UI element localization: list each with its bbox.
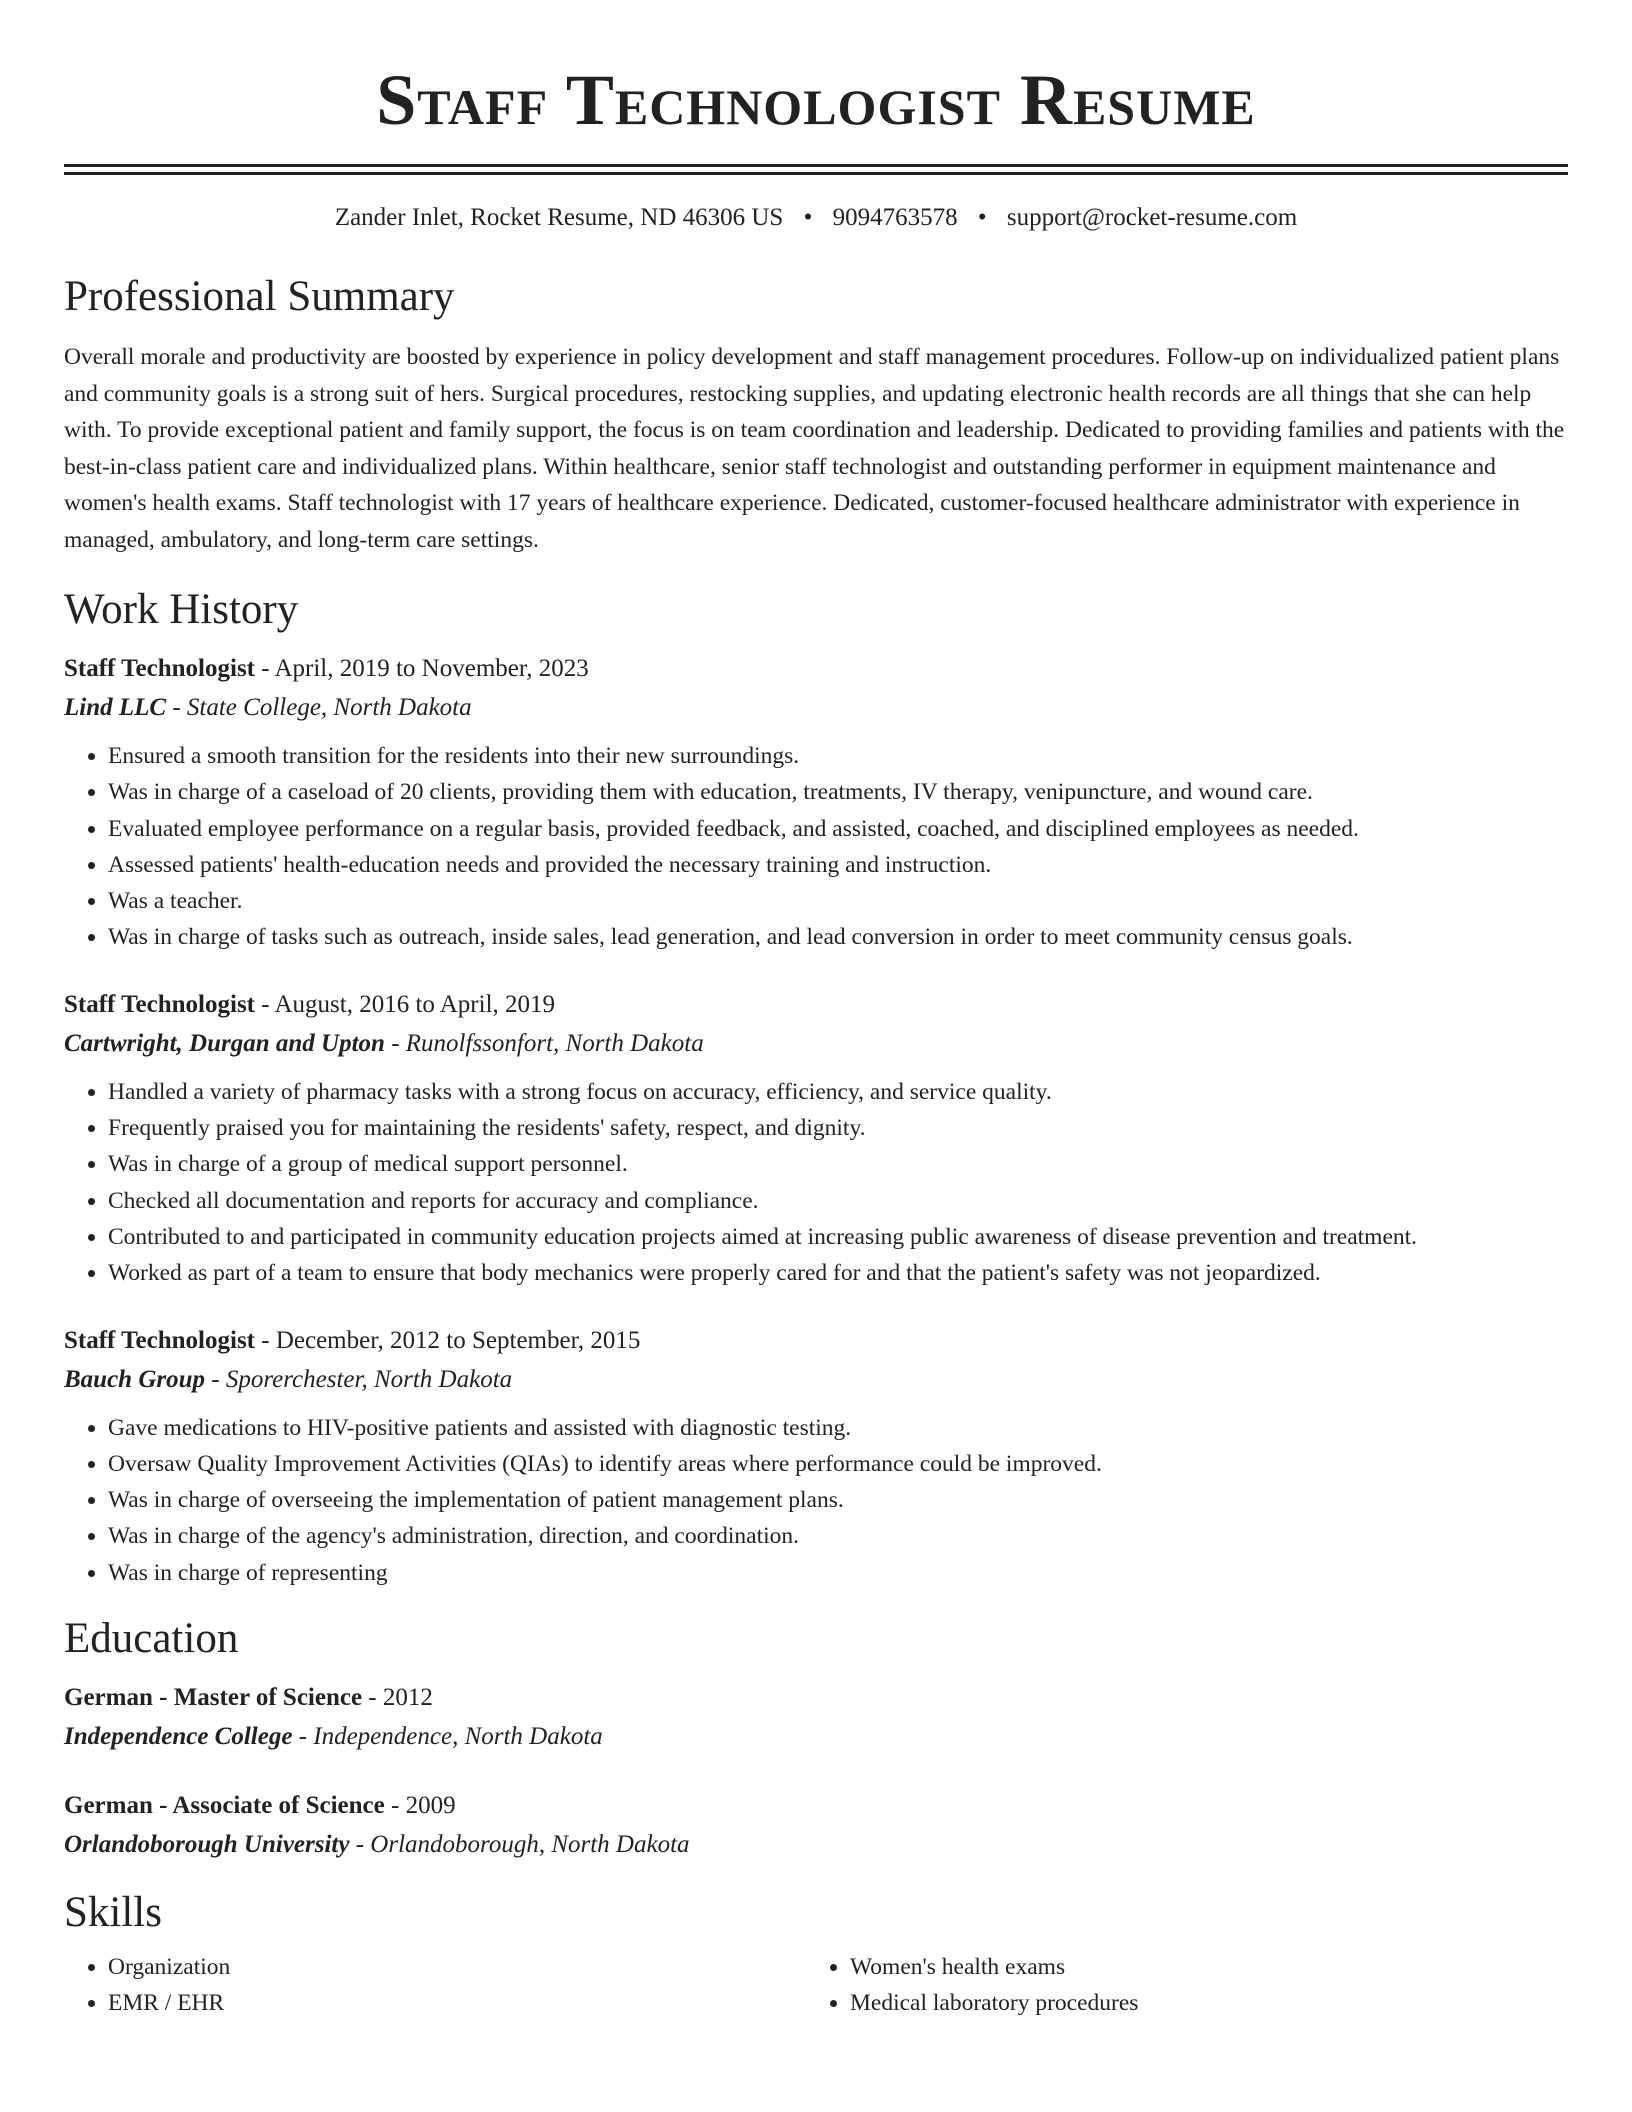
skill-item: • Women's health exams (850, 1949, 1548, 1985)
job-company-line (64, 688, 1568, 728)
skills-column-right (806, 1949, 1548, 2022)
job-duty: • Oversaw Quality Improvement Activities (QIAs) to identify areas where performance could be improved. (108, 1446, 1568, 1482)
skill-item: • Organization (108, 1949, 806, 1985)
school-name: Independence College (64, 1723, 293, 1751)
graduation-year: - 2009 (384, 1792, 456, 1820)
skills-heading: Skills (64, 1889, 162, 1937)
job-duty: • Contributed to and participated in community education projects aimed at increasing public awareness of disease prevention and treatment. (108, 1219, 1568, 1255)
school-line (64, 1717, 1568, 1757)
job-location: - Sporerchester, North Dakota (205, 1365, 513, 1393)
skill-item: • EMR / EHR (108, 1985, 806, 2021)
job-company: Bauch Group (64, 1365, 206, 1393)
job-location: - Runolfssonfort, North Dakota (384, 1029, 704, 1057)
job-duty: • Ensured a smooth transition for the residents into their new surroundings. (108, 738, 1568, 774)
contact-phone: 9094763578 (832, 204, 958, 231)
job-entry (64, 986, 1568, 1292)
job-title: Staff Technologist (64, 990, 256, 1018)
job-duty: • Was in charge of a caseload of 20 clients, providing them with education, treatments, IV therapy, venipuncture, and wound care. (108, 774, 1568, 810)
skills-column-left (64, 1949, 806, 2022)
job-entry (64, 1322, 1568, 1591)
job-duty: • Was in charge of the agency's administration, direction, and coordination. (108, 1518, 1568, 1554)
job-company-line (64, 1024, 1568, 1064)
job-dates: - August, 2016 to April, 2019 (255, 990, 556, 1018)
resume-title: Staff Technologist Resume (376, 60, 1256, 140)
school-location: - Orlandoborough, North Dakota (349, 1831, 690, 1859)
job-duty: • Was a teacher. (108, 883, 1568, 919)
job-duty: • Frequently praised you for maintaining the residents' safety, respect, and dignity. (108, 1110, 1568, 1146)
graduation-year: - 2012 (362, 1684, 433, 1712)
work-history-heading: Work History (64, 586, 299, 633)
job-duties-list (64, 738, 1568, 956)
contact-line (64, 201, 1568, 235)
job-company: Lind LLC (64, 694, 167, 721)
contact-email: support@rocket-resume.com (1006, 204, 1298, 231)
education-entry (64, 1787, 1568, 1865)
job-location: - State College, North Dakota (166, 694, 472, 721)
skill-item: • Medical laboratory procedures (850, 1985, 1548, 2021)
contact-address: Zander Inlet, Rocket Resume, ND 46306 US (334, 204, 784, 231)
job-entry (64, 650, 1568, 956)
job-duty: • Worked as part of a team to ensure that body mechanics were properly cared for and that the patient's safety was not jeopardized. (108, 1255, 1568, 1291)
job-duty: • Was in charge of a group of medical support personnel. (108, 1146, 1568, 1182)
job-duties-list (64, 1410, 1568, 1591)
job-title-line (64, 1322, 1568, 1360)
job-duty: • Checked all documentation and reports for accuracy and compliance. (108, 1183, 1568, 1219)
job-duty: • Was in charge of overseeing the implementation of patient management plans. (108, 1482, 1568, 1518)
school-location: - Independence, North Dakota (292, 1723, 603, 1751)
job-duty: • Gave medications to HIV-positive patients and assisted with diagnostic testing. (108, 1410, 1568, 1446)
job-title-line (64, 986, 1568, 1024)
job-duty: • Was in charge of representing (108, 1555, 1568, 1591)
degree-line (64, 1679, 1568, 1717)
job-duties-list (64, 1074, 1568, 1292)
job-title: Staff Technologist (64, 1326, 256, 1354)
school-line (64, 1825, 1568, 1865)
summary-heading: Professional Summary (64, 273, 455, 320)
degree-line (64, 1787, 1568, 1825)
job-duty: • Assessed patients' health-education needs and provided the necessary training and instruction. (108, 847, 1568, 883)
contact-separator: • (803, 204, 813, 231)
degree: German - Master of Science (64, 1684, 363, 1712)
title-double-rule (64, 164, 1568, 175)
job-duty: • Evaluated employee performance on a regular basis, provided feedback, and assisted, coached, and disciplined employees as needed. (108, 811, 1568, 847)
summary-text: Overall morale and productivity are boosted by experience in policy development and staff management procedures. Follow-up on individualized patient plans and community goals is a strong suit of hers. Surgical procedures, restocking supplies, and updating electronic health records are all things that she can help with. To provide exceptional patient and family support, the focus is on team coordination and leadership. Dedicated to providing families and patients with the best-in-class patient care and individualized plans. Within healthcare, senior staff technologist and outstanding performer in equipment maintenance and women's health exams. Staff technologist with 17 years of healthcare experience. Dedicated, customer-focused healthcare administrator with experience in managed, ambulatory, and long-term care settings. (64, 344, 1565, 553)
education-entry (64, 1679, 1568, 1757)
education-heading: Education (64, 1615, 239, 1663)
job-duty: • Handled a variety of pharmacy tasks with a strong focus on accuracy, efficiency, and service quality. (108, 1074, 1568, 1110)
job-dates: - April, 2019 to November, 2023 (255, 655, 589, 682)
job-dates: - December, 2012 to September, 2015 (255, 1326, 641, 1354)
contact-separator: • (977, 204, 987, 231)
job-company: Cartwright, Durgan and Upton (64, 1029, 385, 1057)
job-company-line (64, 1360, 1568, 1400)
job-title-line (64, 650, 1568, 688)
school-name: Orlandoborough University (64, 1831, 350, 1859)
job-duty: • Was in charge of tasks such as outreach, inside sales, lead generation, and lead conversion in order to meet community census goals. (108, 919, 1568, 955)
skills-grid (64, 1949, 1568, 2022)
degree: German - Associate of Science (64, 1792, 385, 1820)
job-title: Staff Technologist (64, 655, 256, 682)
